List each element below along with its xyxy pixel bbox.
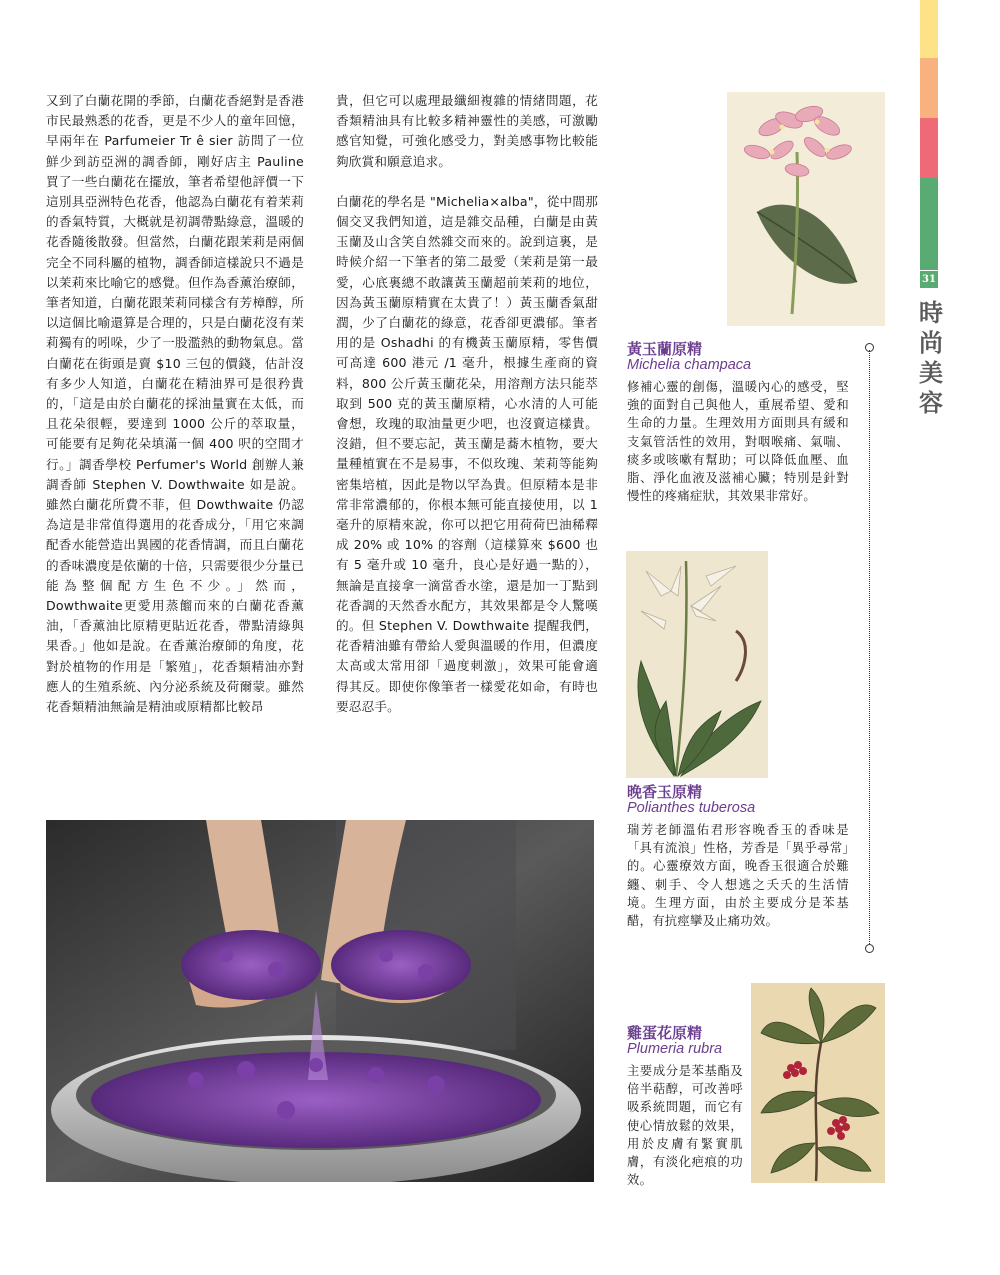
article-column-1 (46, 91, 304, 717)
article-paragraph: 白蘭花的學名是 "Michelia×alba"，從中間那個交叉我們知道，這是雜交品種，白蘭是由黃玉蘭及山含笑自然雜交而來的。說到這裏，是時候介紹一下筆者的第二最愛（茉莉是第一最愛，心底裏總不敢讓黃玉蘭超前茉莉的地位，因為黃玉蘭原精實在太貴了！）黃玉蘭香氣甜潤，少了白蘭花的綠意，花香卻更濃郁。筆者用的是 Oshadhi 的有機黃玉蘭原精，零售價可高達 600 港元 /1 毫升，根據生產商的資料，800 公斤黃玉蘭花朵，用溶劑方法只能萃取到 500 克的黃玉蘭原精，心水清的人可能會想，玫瑰的取油量更少吧，也沒賣這樣貴。沒錯，但不要忘記，黃玉蘭是蕎木植物，要大量種植實在不是易事，不似玫瑰、茉莉等能夠密集培植，因此是物以罕為貴。但原精本是非常非常濃郁的，你根本無可能直接使用，以 1 毫升的原精來說，你可以把它用荷荷巴油稀釋成 20% 或 10% 的容劑（這樣算來 $600 也有 5 毫升或 10 毫升，良心是好過一點的），無論是直接拿一滴當香水塗，還是加一丁點到花香調的天然香水配方，其效果都是令人驚嘆的。但 Stephen V. Dowthwaite 提醒我們，花香精油雖有帶給人愛與溫暖的作用，但濃度太高或太常用卻「過度刺激」，效果可能會適得其反。即使你像筆者一樣愛花如命，有時也要忍忍手。 (336, 193, 598, 714)
oil-description: 瑞芳老師溫佑君形容晚香玉的香味是「具有流浪」性格，芳香是「異乎尋常」的。心靈療效方面，晚香玉很適合於難纏、刺手、令人想逃之夭夭的生活情境。生理方面，由於主要成分是苯基醋，有抗痙攣及止痛功效。 (627, 823, 849, 929)
tuberose-illustration (626, 551, 768, 778)
section-title (918, 298, 944, 418)
article-column-2 (336, 91, 598, 717)
oil-description: 主要成分是苯基酯及倍半萜醇，可改善呼吸系統問題，而它有使心情放鬆的效果，用於皮膚有緊實肌膚，有淡化疤痕的功效。 (627, 1064, 743, 1188)
oil-latin-name: Polianthes tuberosa (627, 800, 756, 816)
oil-name: 雞蛋花原精 (627, 1024, 703, 1042)
dotted-rule-end (865, 944, 874, 953)
section-title-char: 容 (919, 388, 943, 417)
article-paragraph: 貴，但它可以處理最纖細複雜的情緒問題，花香類精油具有比較多精神靈性的美感，可激勵感官知覺，可強化感受力，對美感事物比較能夠欣賞和願意追求。 (336, 93, 598, 169)
oil-name: 黃玉蘭原精 (627, 340, 703, 358)
dotted-rule (869, 350, 870, 944)
section-title-char: 時 (919, 298, 943, 327)
side-tab-orange (920, 58, 938, 118)
side-tab-green (920, 178, 938, 270)
oil-description: 修補心靈的創傷，溫暖內心的感受，堅強的面對自己與他人，重展希望、愛和生命的力量。生理效用方面則具有緩和支氣管活性的效用，對咽喉痛、氣喘、痰多或咳嗽有幫助；可以降低血壓、血脂、淨化血液及滋補心臟；特別是針對慢性的疼痛症狀，其效果非常好。 (627, 380, 849, 504)
oil-latin-name: Plumeria rubra (627, 1041, 723, 1057)
plumeria-illustration (751, 983, 885, 1183)
oil-latin-name: Michelia champaca (627, 357, 752, 373)
side-tab-yellow (920, 0, 938, 58)
section-title-char: 美 (919, 358, 943, 387)
article-paragraph: 又到了白蘭花開的季節，白蘭花香絕對是香港市民最熟悉的花香，更是不少人的童年回憶，早兩年在 Parfumeier Tr ê sier 訪問了一位鮮少到訪亞洲的調香師，剛好店主 Pauline 買了一些白蘭花在擺放，筆者希望他評價一下這別具亞洲特色花香，他認為白蘭花有着茉莉的香氣特質，大概就是初調帶點綠意，溫暖的花香隨後散發。但當然，白蘭花跟茉莉是兩個完全不同科屬的植物，調香師這樣說只不過是以茉莉來比喻它的感覺。但作為香薰治療師，筆者知道，白蘭花跟茉莉同樣含有芳樟醇，所以這個比喻還算是合理的，只是白蘭花沒有茉莉獨有的吲哚，少了一股濫熱的動物氣息。當白蘭花在街頭是賣 $10 三包的價錢，估計沒有多少人知道，白蘭花在精油界可是很矜貴的，「這是由於白蘭花的採油量實在太低，而且花朵很輕，要達到 1000 公斤的萃取量，可能要有足夠花朵填滿一個 400 呎的空間才行。」調香學校 Perfumer's World 創辦人兼調香師 Stephen V. Dowthwaite 如是說。雖然白蘭花所費不菲，但 Dowthwaite 仍認為這是非常值得選用的花香成分，「用它來調配香水能營造出異國的花香情調，而且白蘭花的香味濃度是依蘭的十倍，只需要很少分量已能為整個配方生色不少。」然而，Dowthwaite更愛用蒸餾而來的白蘭花香薰油，「香薰油比原精更貼近花香，帶點清綠與果香。」他如是說。在香薰治療師的角度，花對於植物的作用是「繁殖」，花香類精油亦對應人的生殖系統、內分泌系統及荷爾蒙。雖然花香類精油無論是精油或原精都比較昂 (46, 93, 304, 715)
side-tab-red (920, 118, 938, 178)
champaca-illustration (727, 92, 885, 326)
oil-name: 晚香玉原精 (627, 783, 703, 801)
section-title-char: 尚 (919, 328, 943, 357)
violet-petals-photo (46, 820, 594, 1182)
page-number: 31 (920, 271, 938, 288)
